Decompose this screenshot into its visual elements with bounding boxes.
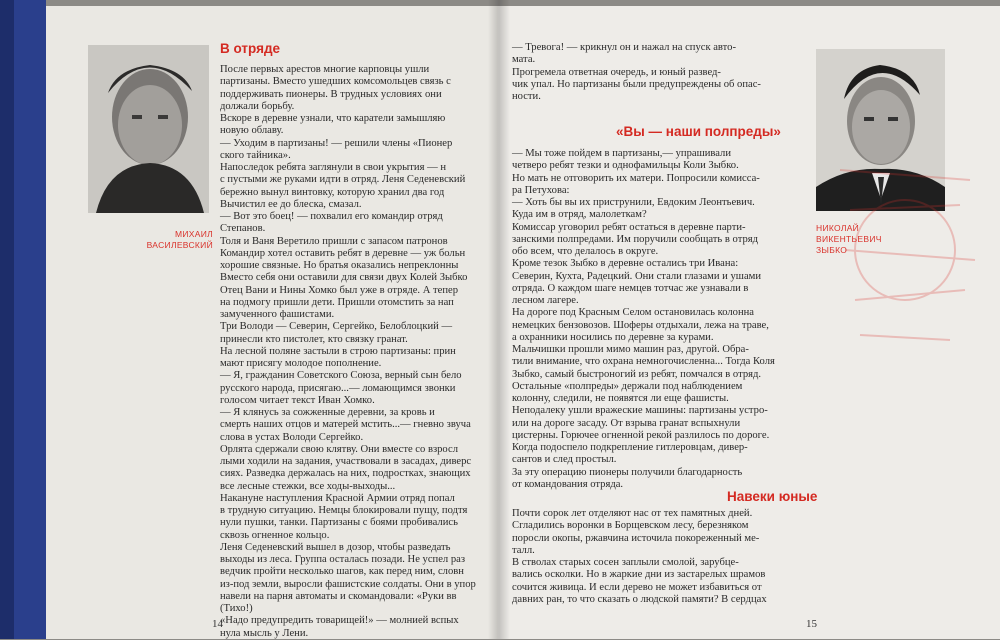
caption-line: ВАСИЛЕВСКИЙ xyxy=(146,240,213,250)
text-line: отряда. О каждом шаге немцев тотчас же узнавали в xyxy=(512,282,749,294)
text-line: поросли окопы, ржавчина источила покореженный ме- xyxy=(512,532,760,544)
text-line: «Надо предупредить товарищей!» — молнией вспых xyxy=(220,615,459,627)
text-line: все лесные стежки, все ходы-выходы... xyxy=(220,480,396,492)
text-line: замученного фашистами. xyxy=(220,309,335,320)
text-line: ского тайника». xyxy=(220,149,291,161)
text-line: — Тревога! — крикнул он и нажал на спуск авто- xyxy=(512,42,736,53)
text-line: ности. xyxy=(512,91,541,102)
text-line: Отец Вани и Нины Хомко был уже в отряде. А тепер xyxy=(220,284,459,296)
text-line: нула мысль у Лени. xyxy=(220,627,309,639)
text-line: смерть наших отцов и матерей мстить...— гневно звуча xyxy=(220,419,471,431)
text-line: лыми ходили на задания, участвовали в засадах, диверс xyxy=(220,456,472,467)
text-line: немецких бензовозов. Шоферы отдыхали, лежа на траве, xyxy=(512,319,769,331)
text-line: После первых арестов многие карповцы ушли xyxy=(220,64,430,75)
text-line: бережно вынул винтовку, которую хранил два год xyxy=(220,186,445,198)
text-line: Зыбко, самый быстроногий из ребят, помчался в отряд. xyxy=(512,368,762,380)
right-text-bottom xyxy=(512,508,810,608)
text-line: Сгладились воронки в Борщевском лесу, березняком xyxy=(512,520,749,532)
text-line: Мальчишки прошли мимо машин раз, другой. Обра- xyxy=(512,344,749,355)
text-line: Неподалеку ушли вражеские машины: партизаны устро- xyxy=(512,405,768,417)
text-line: Вместо себя они оставили для связи двух Колей Зыбко xyxy=(220,272,468,284)
page-number-left: 14 xyxy=(212,618,223,630)
text-line: На дороге под Красным Селом остановилась колонна xyxy=(512,307,754,319)
text-line: Три Володи — Северин, Сергейко, Белоблоцкий — xyxy=(220,321,453,333)
text-line: тили внимание, что охрана немногочисленна... Тогда Коля xyxy=(512,356,775,368)
text-line: колонну, следили, не появятся ли еще фашисты. xyxy=(512,393,729,404)
text-line: сочится живица. И если дерево не может избавиться от xyxy=(512,581,762,593)
text-line: должали борьбу. xyxy=(220,100,295,112)
text-line: с пустыми же руками идти в отряд. Леня Седеневский xyxy=(220,174,466,186)
text-line: Куда им в отряд, малолеткам? xyxy=(512,209,647,221)
text-line: Северин, Кухта, Радецкий. Они стали глазами и ушами xyxy=(512,270,762,282)
text-line: Прогремела ответная очередь, и юный развед- xyxy=(512,66,721,78)
text-line: в трудную ситуацию. Немцы блокировали пущу, подтя xyxy=(220,505,468,516)
text-line: навели на парня автоматы и скомандовали: «Руки вв xyxy=(220,590,457,602)
right-text-middle xyxy=(512,148,808,494)
text-line: а охранники носились по деревне за курами. xyxy=(512,331,714,343)
text-line: — Я, гражданин Советского Союза, верный сын бело xyxy=(220,370,462,382)
caption-line: МИХАИЛ xyxy=(174,229,213,239)
text-line: — Хоть бы вы их приструнили, Евдоким Леонтьевич. xyxy=(512,197,755,208)
text-line: партизаны. Вместо ушедших комсомольцев связь с xyxy=(220,76,451,88)
text-line: Когда подоспело подкрепление гитлеровцам, дивер- xyxy=(512,442,748,453)
text-line: занскими полпредами. Им поручили сообщать в отряд xyxy=(512,233,759,245)
right-text-top xyxy=(512,42,806,106)
text-line: голосом читает текст Иван Хомко. xyxy=(220,394,375,406)
section-heading-polpredy: «Вы — наши полпреды» xyxy=(616,124,781,139)
text-line: хорошие связные. Но братья оказались непреклонны xyxy=(220,260,459,271)
text-line: (Тихо!) xyxy=(220,603,253,614)
text-line: русского народа, присягаю...— ломающимся звонки xyxy=(220,382,456,394)
text-line: Леня Седеневский вышел в дозор, чтобы разведать xyxy=(220,541,451,553)
text-line: обо всем, что делалось в округе. xyxy=(512,246,659,257)
text-line: — Вот это боец! — похвалил его командир отряд xyxy=(220,211,443,222)
text-line: сквозь огненное кольцо. xyxy=(220,529,330,541)
page-number-right: 15 xyxy=(806,618,817,630)
text-line: мают присягу молодое пополнение. xyxy=(220,358,382,369)
text-line: цистерны. Горючее огненной рекой разлилось по дороге. xyxy=(512,429,770,441)
text-line: Накануне наступления Красной Армии отряд попал xyxy=(220,492,455,504)
left-text-column xyxy=(220,64,492,639)
text-line: Комиссар уговорил ребят остаться в деревне парти- xyxy=(512,221,746,233)
book-cover-edge-dark xyxy=(0,0,14,639)
text-line: На лесной поляне застыли в строю партизаны: прин xyxy=(220,345,456,357)
text-line: на подмогу пришли дети. Пришли отомстить за нап xyxy=(220,296,454,308)
text-line: новую облаву. xyxy=(220,125,284,137)
text-line: Но мать не отговорить их матери. Попросили комисса- xyxy=(512,172,760,184)
text-line: — Уходим в партизаны! — решили члены «Пионер xyxy=(220,137,453,149)
text-line: Степанов. xyxy=(220,223,266,235)
text-line: Вычистил ее до блеска, смазал. xyxy=(220,198,362,210)
text-line: Остальные «полпреды» держали под наблюдением xyxy=(512,380,743,392)
text-line: Толя и Ваня Веретило пришли с запасом патронов xyxy=(220,235,448,247)
text-line: вались осколки. Но в жаркие дни из застарелых шрамов xyxy=(512,569,766,581)
text-line: четверо ребят тезки и однофамильцы Коли Зыбко. xyxy=(512,160,739,172)
text-line: За эту операцию пионеры получили благодарность xyxy=(512,466,743,478)
caption-line: ЗЫБКО xyxy=(816,245,848,255)
caption-line: НИКОЛАЙ xyxy=(816,223,860,233)
text-line: — Я клянусь за сожженные деревни, за кровь и xyxy=(220,407,435,418)
text-line: сантов и след простыл. xyxy=(512,454,617,466)
section-heading-v-otryade: В отряде xyxy=(220,41,281,56)
portrait-photo-left xyxy=(88,45,209,213)
text-line: нули пушки, танки. Партизаны с боями пробивались xyxy=(220,517,458,529)
text-line: от командования отряда. xyxy=(512,478,624,490)
text-line: Вскоре в деревне узнали, что каратели замышляю xyxy=(220,113,446,124)
text-line: Кроме тезок Зыбко в деревне остались три Ивана: xyxy=(512,258,739,270)
text-line: лесном лагере. xyxy=(512,295,579,306)
text-line: мата. xyxy=(512,54,536,66)
text-line: ведчик пройти несколько шагов, как перед ним, словн xyxy=(220,566,464,578)
text-line: или на дороге засаду. От взрыва гранат вспыхнули xyxy=(512,417,741,429)
text-line: ра Петухова: xyxy=(512,184,570,196)
text-line: Почти сорок лет отделяют нас от тех памятных дней. xyxy=(512,508,753,519)
text-line: талл. xyxy=(512,544,535,556)
text-line: поддерживать пионеры. В трудных условиях они xyxy=(220,88,442,100)
text-line: Напоследок ребята заглянули в свои укрытия — н xyxy=(220,162,447,173)
faded-red-stamp xyxy=(830,150,980,350)
text-line: Орлята сдержали свою клятву. Они вместе со взросл xyxy=(220,443,458,455)
text-line: В стволах старых сосен заплыли смолой, зарубце- xyxy=(512,557,739,568)
section-heading-naveki-yunye: Навеки юные xyxy=(727,489,818,504)
text-line: выходы из леса. Группа осталась позади. Не успел раз xyxy=(220,554,466,565)
text-line: Командир хотел оставить ребят в деревне — уж больн xyxy=(220,247,466,259)
text-line: — Мы тоже пойдем в партизаны,— упрашивали xyxy=(512,148,732,159)
text-line: из-под земли, выросли фашистские солдаты. Они в упор xyxy=(220,578,476,590)
text-line: сиях. Разведка держалась на них, подростках, знающих xyxy=(220,468,471,480)
text-line: слова в устах Володи Сергейко. xyxy=(220,431,364,443)
left-person-caption xyxy=(108,229,213,251)
caption-line: ВИКЕНТЬЕВИЧ xyxy=(816,234,882,244)
text-line: давних ран, то что сказать о людской памяти? В сердцах xyxy=(512,593,767,605)
text-line: чик упал. Но партизаны были предупреждены об опас- xyxy=(512,78,761,90)
text-line: принесли кто пистолет, кто связку гранат. xyxy=(220,333,408,345)
